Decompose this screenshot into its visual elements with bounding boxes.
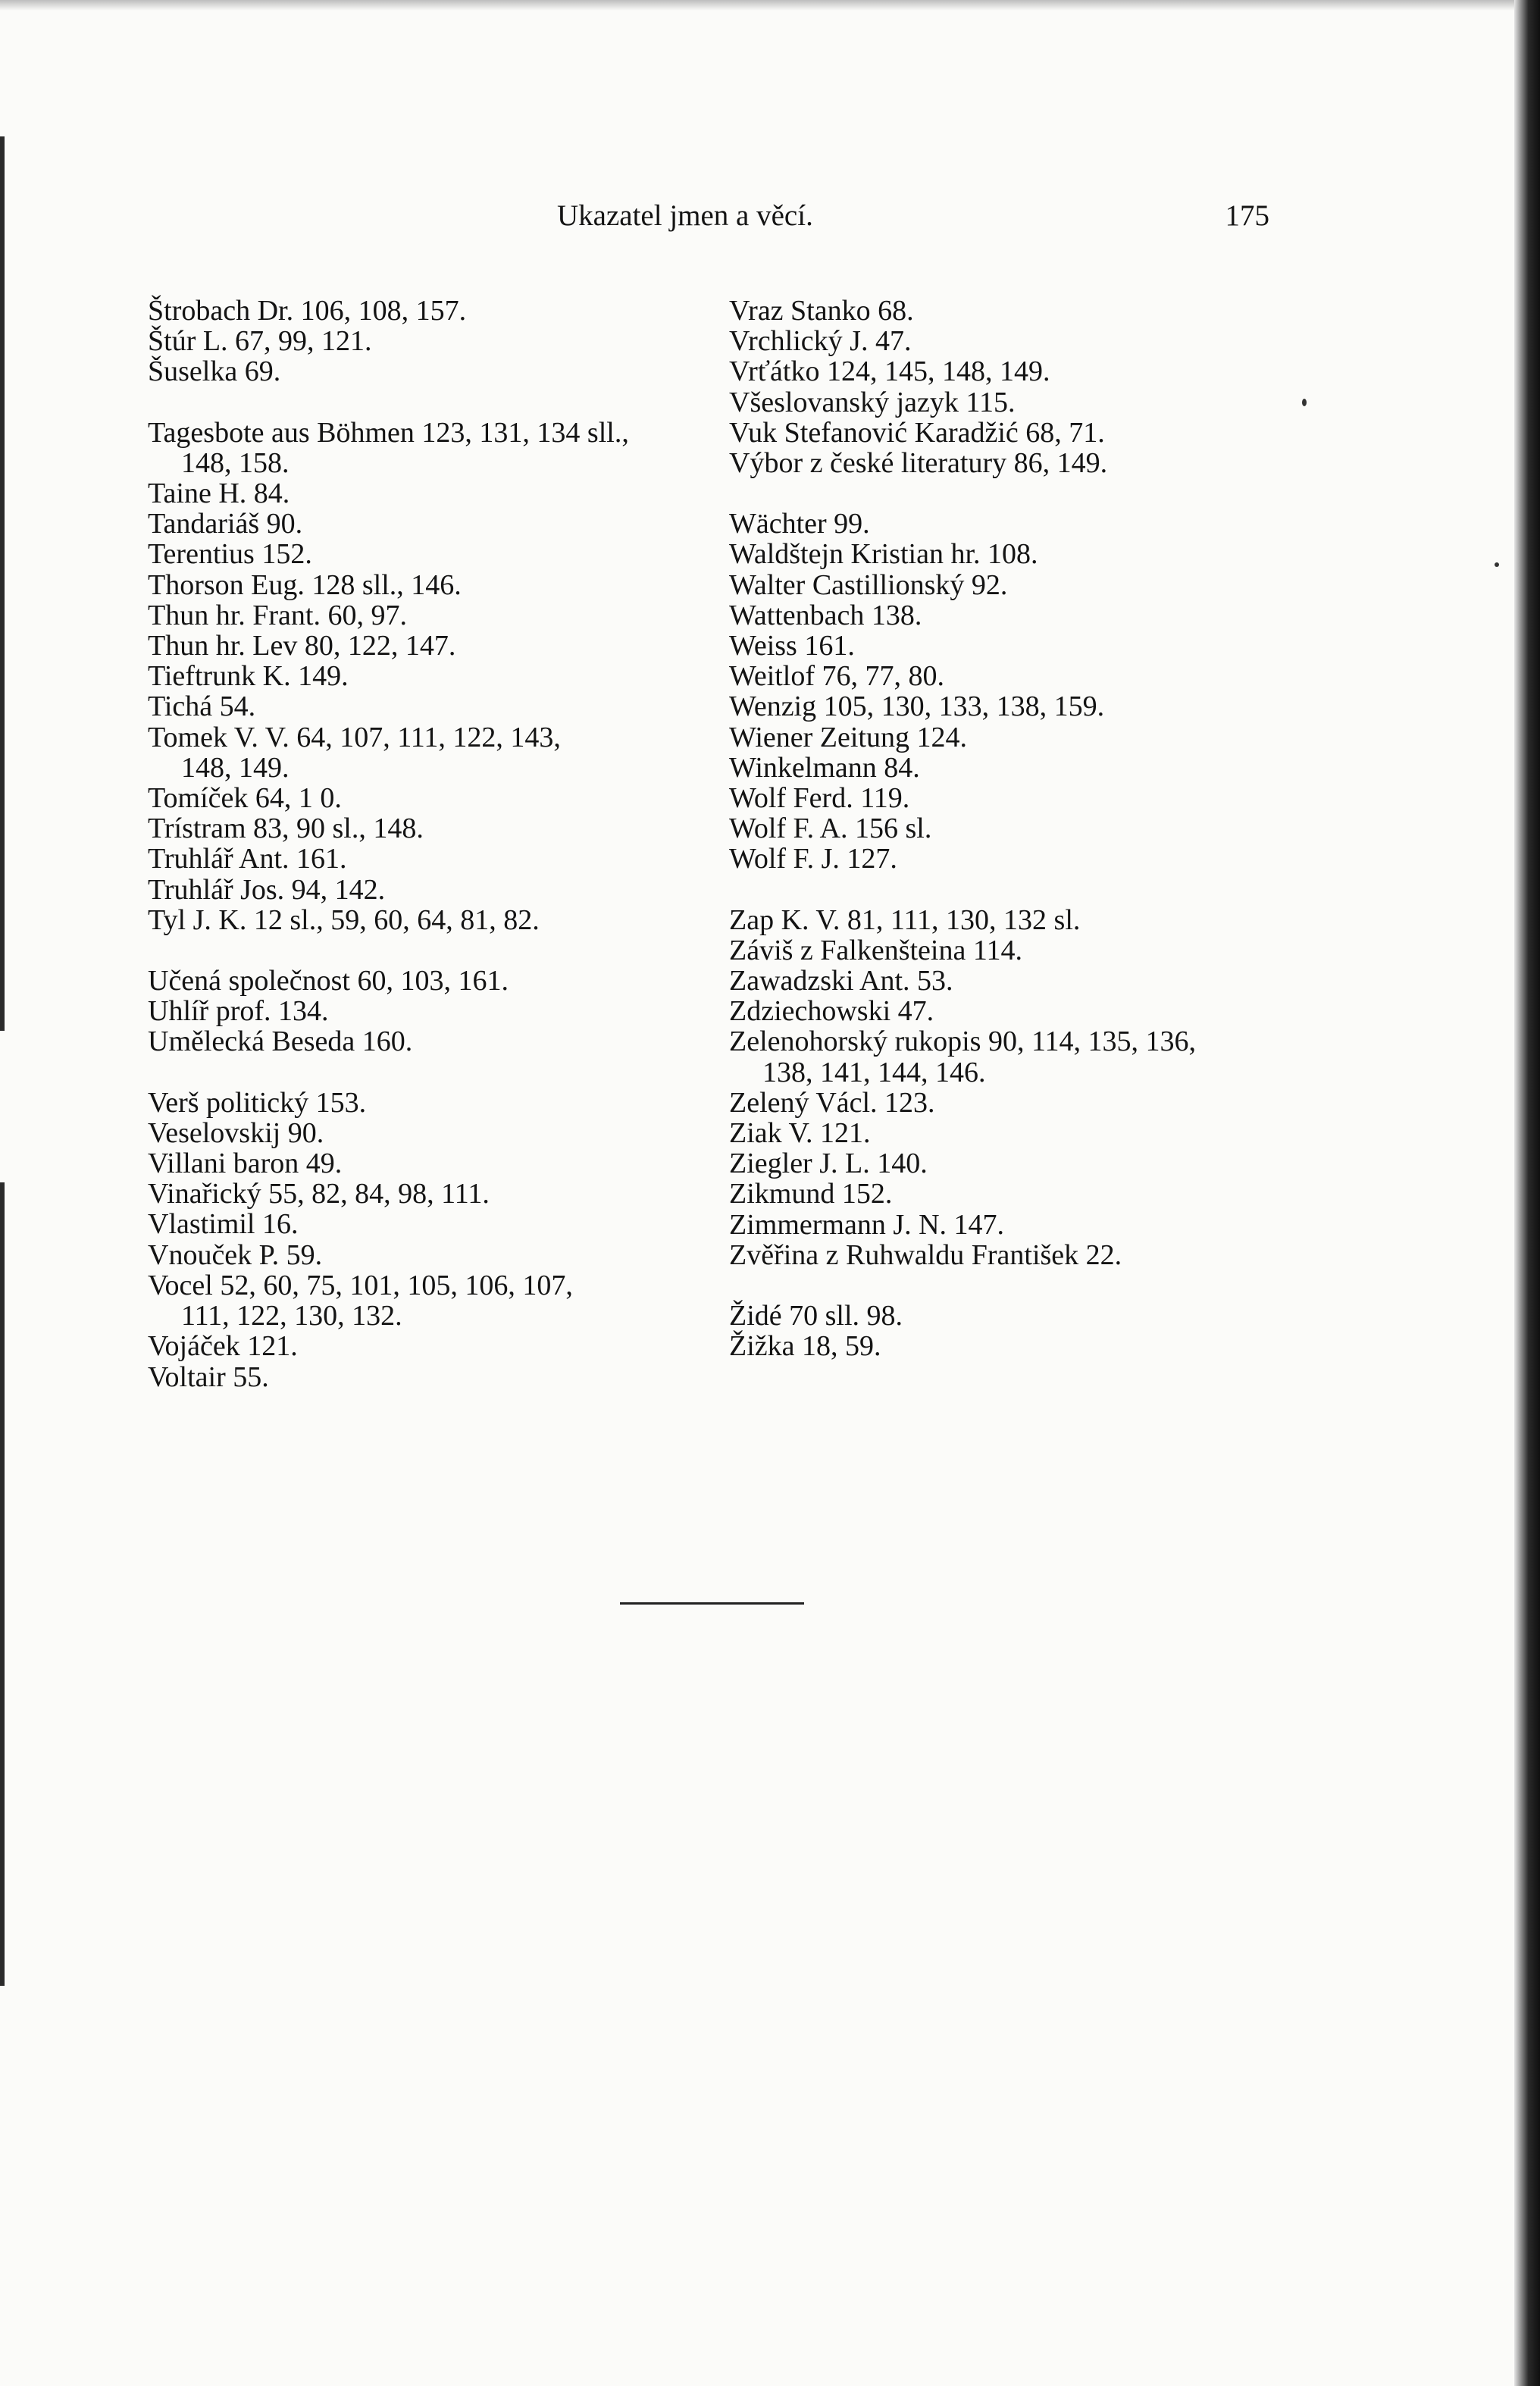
- index-entry: Výbor z české literatury 86, 149.: [729, 447, 1108, 480]
- index-entry: Uhlíř prof. 134.: [148, 995, 329, 1028]
- index-entry: Thun hr. Lev 80, 122, 147.: [148, 630, 456, 662]
- index-entry: Zimmermann J. N. 147.: [729, 1208, 1005, 1241]
- letter-group-gap: [148, 387, 705, 418]
- letter-group-gap: [729, 478, 1282, 509]
- index-entry: Trístram 83, 90 sl., 148.: [148, 813, 424, 845]
- index-entry: Umělecká Beseda 160.: [148, 1025, 413, 1058]
- index-entry: Židé 70 sll. 98.: [729, 1300, 903, 1332]
- index-entry: Vrťátko 124, 145, 148, 149.: [729, 355, 1050, 388]
- index-entry: Zap K. V. 81, 111, 130, 132 sl.: [729, 903, 1081, 936]
- scan-speck: [1302, 399, 1307, 406]
- page-number: 175: [1225, 199, 1269, 232]
- index-entry: Štúr L. 67, 99, 121.: [148, 325, 372, 358]
- scan-left-mark: [0, 1182, 5, 1986]
- index-entry: Zelený Václ. 123.: [729, 1086, 935, 1119]
- index-entry: Vraz Stanko 68.: [729, 295, 914, 327]
- index-entry: Weiss 161.: [729, 630, 855, 662]
- index-entry: Šuselka 69.: [148, 355, 281, 388]
- scan-speck: [1495, 562, 1499, 567]
- index-entry: Vojáček 121.: [148, 1330, 298, 1363]
- index-entry: Ziegler J. L. 140.: [729, 1148, 928, 1180]
- index-entry: Weitlof 76, 77, 80.: [729, 660, 945, 693]
- index-entry: Tyl J. K. 12 sl., 59, 60, 64, 81, 82.: [148, 903, 540, 936]
- index-entry: Záviš z Falkenšteina 114.: [729, 934, 1022, 966]
- index-entry: Tomíček 64, 1 0.: [148, 782, 342, 815]
- index-entry: Wiener Zeitung 124.: [729, 721, 967, 753]
- index-entry-continuation: 111, 122, 130, 132.: [181, 1300, 402, 1332]
- index-entry: Wolf F. A. 156 sl.: [729, 813, 932, 845]
- index-entry-continuation: 138, 141, 144, 146.: [762, 1056, 986, 1088]
- index-entry: Wolf Ferd. 119.: [729, 782, 910, 815]
- index-entry: Vocel 52, 60, 75, 101, 105, 106, 107,: [148, 1269, 573, 1301]
- index-entry: Tomek V. V. 64, 107, 111, 122, 143,: [148, 721, 561, 753]
- index-entry: Zawadzski Ant. 53.: [729, 965, 953, 997]
- index-entry: Wolf F. J. 127.: [729, 843, 897, 875]
- index-entry: Tieftrunk K. 149.: [148, 660, 349, 693]
- index-entry: Vnouček P. 59.: [148, 1238, 323, 1271]
- index-entry: Thorson Eug. 128 sll., 146.: [148, 568, 462, 601]
- index-entry: Tagesbote aus Böhmen 123, 131, 134 sll.,: [148, 416, 629, 449]
- index-entry: Walter Castillionský 92.: [729, 568, 1008, 601]
- index-entry: Učená společnost 60, 103, 161.: [148, 965, 509, 997]
- scan-left-mark: [0, 136, 5, 1031]
- index-entry: Waldštejn Kristian hr. 108.: [729, 538, 1038, 571]
- index-entry: Žižka 18, 59.: [729, 1330, 881, 1363]
- index-entry: Zvěřina z Ruhwaldu František 22.: [729, 1238, 1122, 1271]
- index-entry: Veselovskij 90.: [148, 1116, 324, 1149]
- letter-group-gap: [729, 1270, 1282, 1301]
- index-entry: Truhlář Jos. 94, 142.: [148, 873, 386, 906]
- letter-group-gap: [148, 1057, 705, 1088]
- index-entry: Vlastimil 16.: [148, 1208, 299, 1241]
- index-entry: Tichá 54.: [148, 690, 256, 723]
- index-entry: Tandariáš 90.: [148, 508, 303, 540]
- index-entry-continuation: 148, 149.: [181, 751, 290, 784]
- index-entry: Wenzig 105, 130, 133, 138, 159.: [729, 690, 1105, 723]
- index-entry: Villani baron 49.: [148, 1148, 343, 1180]
- index-entry: Vrchlický J. 47.: [729, 325, 912, 358]
- index-entry: Taine H. 84.: [148, 478, 290, 510]
- index-entry: Vinařický 55, 82, 84, 98, 111.: [148, 1178, 490, 1210]
- index-entry: Thun hr. Frant. 60, 97.: [148, 599, 407, 631]
- index-entry: Vuk Stefanović Karadžić 68, 71.: [729, 416, 1105, 449]
- index-column-right: [729, 296, 1282, 1362]
- index-entry: Zikmund 152.: [729, 1178, 893, 1210]
- scan-top-shadow: [0, 0, 1540, 11]
- index-entry: Wächter 99.: [729, 508, 870, 540]
- index-entry: Winkelmann 84.: [729, 751, 920, 784]
- end-rule: [620, 1602, 804, 1605]
- index-entry: Štrobach Dr. 106, 108, 157.: [148, 295, 467, 327]
- index-column-left: [148, 296, 705, 1392]
- index-entry: Zelenohorský rukopis 90, 114, 135, 136,: [729, 1025, 1197, 1058]
- index-entry: Truhlář Ant. 161.: [148, 843, 347, 875]
- scan-right-edge: [1514, 0, 1540, 2386]
- index-entry: Všeslovanský jazyk 115.: [729, 386, 1016, 418]
- page-header: [148, 199, 1269, 244]
- letter-group-gap: [729, 875, 1282, 905]
- index-entry: Ziak V. 121.: [729, 1117, 871, 1150]
- index-entry: Voltair 55.: [148, 1361, 269, 1393]
- index-entry: Terentius 152.: [148, 538, 312, 571]
- running-head: Ukazatel jmen a věcí.: [557, 199, 813, 232]
- index-entry: Zdziechowski 47.: [729, 995, 934, 1028]
- letter-group-gap: [148, 935, 705, 966]
- index-entry-continuation: 148, 158.: [181, 446, 290, 479]
- index-entry: Verš politický 153.: [148, 1086, 367, 1119]
- index-entry: Wattenbach 138.: [729, 599, 922, 631]
